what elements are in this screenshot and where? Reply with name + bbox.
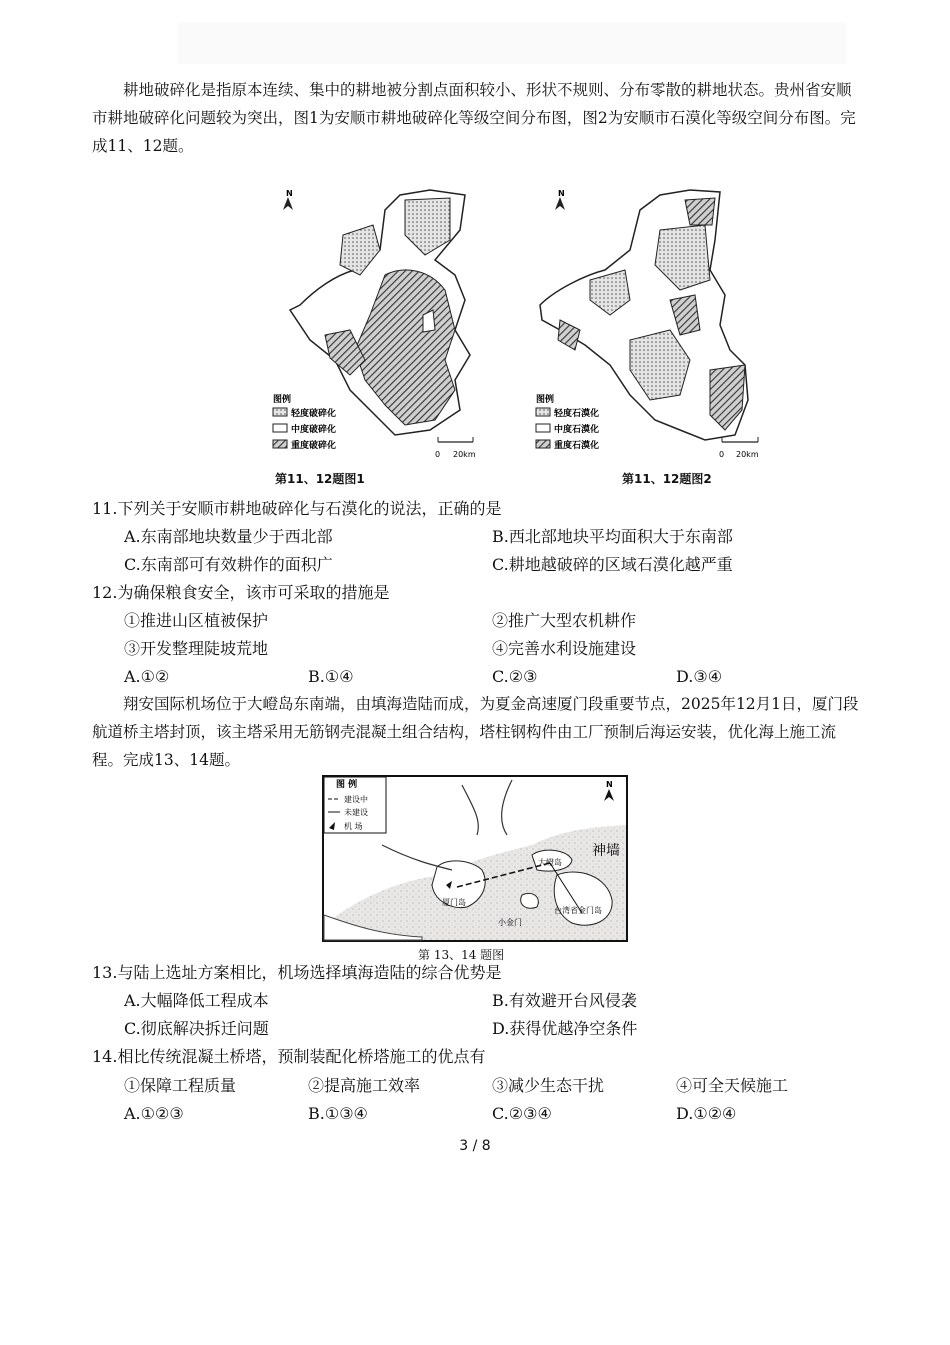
legend-title: 图例 bbox=[536, 395, 555, 405]
north-arrow-icon bbox=[555, 197, 565, 210]
q14-item-2: ②提高施工效率 bbox=[308, 1076, 421, 1095]
q11-option-c: C.东南部可有效耕作的面积广 bbox=[124, 555, 333, 574]
question-11-stem: 11.下列关于安顺市耕地破碎化与石漠化的说法，正确的是 bbox=[92, 499, 502, 518]
north-arrow-icon bbox=[283, 197, 293, 210]
q12-choice-a: A.①② bbox=[124, 667, 170, 686]
legend-heavy: 重度石漠化 bbox=[554, 441, 600, 451]
intro-paragraph-1: 耕地破碎化是指原本连续、集中的耕地被分割点面积较小、形状不规则、分布零散的耕地状态。贵州省安顺市耕地破碎化问题较为突出，图1为安顺市耕地破碎化等级空间分布图，图2为安顺市石漠化等级空间分布图。完成11、12题。 bbox=[92, 81, 856, 155]
figure-3-xiamen-map bbox=[322, 775, 628, 942]
q14-choice-a: A.①②③ bbox=[124, 1104, 184, 1123]
legend-heavy: 重度破碎化 bbox=[291, 441, 337, 451]
q13-option-d: D.获得优越净空条件 bbox=[492, 1019, 638, 1038]
legend-swatch-light bbox=[273, 408, 287, 416]
legend-moderate: 中度破碎化 bbox=[291, 425, 337, 435]
figure-2-caption: 第11、12题图2 bbox=[622, 472, 712, 486]
header-band bbox=[178, 22, 846, 64]
q14-choice-c: C.②③④ bbox=[492, 1104, 552, 1123]
q12-item-3: ③开发整理陡坡荒地 bbox=[124, 639, 269, 658]
figure-2-desertification-map bbox=[530, 180, 770, 475]
scale-label-distance: 20km bbox=[736, 450, 759, 459]
north-arrow-label: N bbox=[286, 189, 293, 198]
q14-choice-b: B.①③④ bbox=[308, 1104, 368, 1123]
scale-label-zero: 0 bbox=[719, 450, 725, 459]
legend-swatch-heavy bbox=[536, 440, 550, 448]
q14-choice-d: D.①②④ bbox=[676, 1104, 737, 1123]
legend-under-construction: 建设中 bbox=[344, 795, 368, 804]
legend-light: 轻度石漠化 bbox=[554, 409, 600, 419]
label-xiamen-island: 厦门岛 bbox=[442, 898, 466, 907]
q12-item-1: ①推进山区植被保护 bbox=[124, 611, 269, 630]
q14-item-1: ①保障工程质量 bbox=[124, 1076, 237, 1095]
q13-option-c: C.彻底解决拆迁问题 bbox=[124, 1019, 269, 1038]
figure-1-fragmentation-map bbox=[255, 180, 480, 475]
legend-swatch-moderate bbox=[536, 424, 550, 432]
q12-choice-c: C.②③ bbox=[492, 667, 538, 686]
north-arrow-label: N bbox=[606, 780, 613, 789]
legend-light: 轻度破碎化 bbox=[291, 409, 337, 419]
label-xiaojin: 小金门 bbox=[498, 918, 522, 927]
legend-moderate: 中度石漠化 bbox=[554, 425, 600, 435]
xiaojin-island bbox=[521, 893, 539, 908]
legend-swatch-moderate bbox=[273, 424, 287, 432]
figure-1-caption: 第11、12题图1 bbox=[275, 472, 365, 486]
legend-title: 图例 bbox=[273, 395, 292, 405]
label-dadeng-island: 大嶝岛 bbox=[538, 858, 562, 867]
north-arrow-label: N bbox=[558, 189, 565, 198]
legend-airport: 机 场 bbox=[344, 822, 363, 831]
question-14-stem: 14.相比传统混凝土桥塔，预制装配化桥塔施工的优点有 bbox=[92, 1047, 486, 1066]
page-number: 3 / 8 bbox=[459, 1138, 491, 1154]
q11-option-b: B.西北部地块平均面积大于东南部 bbox=[492, 527, 733, 546]
question-13-stem: 13.与陆上选址方案相比，机场选择填海造陆的综合优势是 bbox=[92, 963, 502, 982]
question-12-stem: 12.为确保粮食安全，该市可采取的措施是 bbox=[92, 583, 390, 602]
q11-option-a: A.东南部地块数量少于西北部 bbox=[124, 527, 333, 546]
legend-title: 图 例 bbox=[336, 780, 358, 790]
scale-label-distance: 20km bbox=[453, 450, 476, 459]
q12-item-4: ④完善水利设施建设 bbox=[492, 639, 637, 658]
q14-item-3: ③减少生态干扰 bbox=[492, 1076, 605, 1095]
q12-item-2: ②推广大型农机耕作 bbox=[492, 611, 637, 630]
legend-swatch-heavy bbox=[273, 440, 287, 448]
label-jinmen-island: 台湾省金门岛 bbox=[554, 906, 602, 915]
q11-option-d: C.耕地越破碎的区域石漠化越严重 bbox=[492, 555, 733, 574]
legend-planned: 未建设 bbox=[344, 808, 368, 817]
heavy-desertification-zone bbox=[685, 198, 715, 225]
q12-choice-d: D.③④ bbox=[676, 667, 723, 686]
legend-swatch-light bbox=[536, 408, 550, 416]
q13-option-a: A.大幅降低工程成本 bbox=[124, 991, 269, 1010]
q14-item-4: ④可全天候施工 bbox=[676, 1076, 789, 1095]
q13-option-b: B.有效避开台风侵袭 bbox=[492, 991, 637, 1010]
figure-3-caption: 第 13、14 题图 bbox=[418, 948, 505, 962]
q12-choice-b: B.①④ bbox=[308, 667, 354, 686]
label-shenqiang: 神墙 bbox=[592, 843, 620, 859]
intro-paragraph-2: 翔安国际机场位于大嶝岛东南端，由填海造陆而成，为夏金高速厦门段重要节点，2025年12月1日，厦门段航道桥主塔封顶，该主塔采用无筋钢壳混凝土组合结构，塔柱钢构件由工厂预制后海运安装，优化海上施工流程。完成13、14题。 bbox=[92, 695, 859, 769]
scale-label-zero: 0 bbox=[435, 450, 441, 459]
